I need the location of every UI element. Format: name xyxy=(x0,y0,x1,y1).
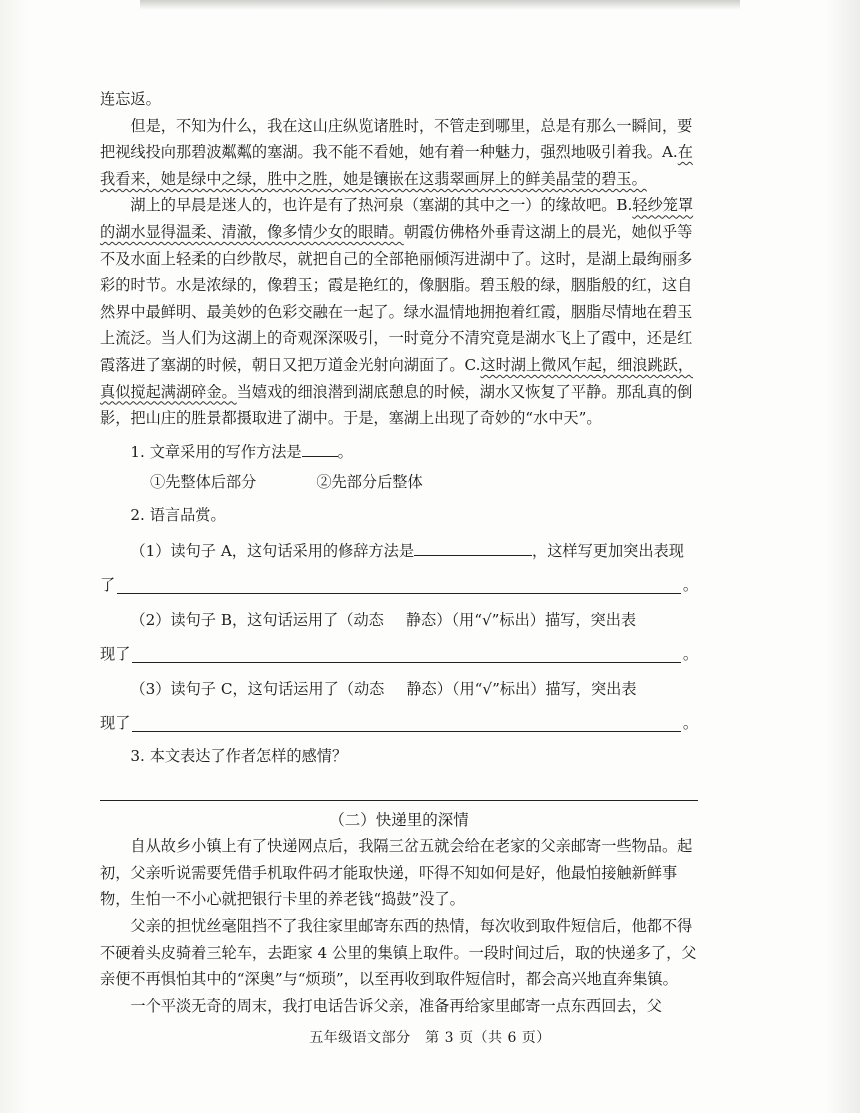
passage1-p2-text-a: 湖上的早晨是迷人的，也许是有了热河泉（塞湖的其中之一）的缘故吧。 xyxy=(130,196,617,215)
question-2-2-option: 静态）（用“√”标出）描写，突出表 xyxy=(405,610,637,629)
question-2-1-mid: ，这样写更加突出表现 xyxy=(532,541,684,560)
answer-line-period: 。 xyxy=(682,714,698,733)
answer-line-prefix: 现了 xyxy=(100,714,131,733)
question-2-2-answer-line xyxy=(100,641,698,668)
question-3: 3. 本文表达了作者怎样的感情？ xyxy=(130,747,348,766)
question-1-options xyxy=(100,469,698,496)
question-2-3-answer-line xyxy=(100,710,698,737)
page-footer: 五年级语文部分 第 3 页（共 6 页） xyxy=(309,1030,551,1046)
passage1-p1-text: 但是，不知为什么，我在这山庄纵览诸胜时，不管走到哪里，总是有那么一瞬间，要把视线投向那碧波粼粼的塞湖。我不能不看她，她有着一种魅力，强烈地吸引着我。 xyxy=(100,116,693,162)
question-1-suffix: 。 xyxy=(337,442,353,461)
option-2[interactable]: ②先部分后整体 xyxy=(316,473,423,492)
passage1-p2-text-b: 朝霞仿佛格外垂青这湖上的晨光，她似乎等不及水面上轻柔的白纱散尽，就把自己的全部艳丽倾泻进湖中了。这时，是湖上最绚丽多彩的时节。水是浓绿的，像碧玉；霞是艳红的，像胭脂。碧玉般的绿，胭脂般的红，这自然界中最鲜明、最美妙的色彩交融在一起了。绿水温情地拥抱着红霞，胭脂尽情地在碧玉上流泛。当人们为这湖上的奇观深深吸引，一时竟分不清究竟是湖水飞上了霞中，还是红霞落进了塞湖的时候，朝日又把万道金光射向湖面了。 xyxy=(100,222,693,374)
question-2-2-text: （2）读句子 B，这句话运用了（动态 xyxy=(130,610,384,629)
question-2-3-text: （3）读句子 C，这句话运用了（动态 xyxy=(130,679,385,698)
sentence-c: 这时湖上微风乍起，细浪跳跃，真似搅起满湖碎金。 xyxy=(100,355,694,401)
passage1-paragraph-0: 连忘返。 xyxy=(100,90,161,108)
question-2-2 xyxy=(100,607,698,634)
sentence-b-label: B. xyxy=(616,196,633,215)
scan-shadow xyxy=(140,0,740,10)
sentence-a: 在我看来，她是绿中之绿，胜中之胜，她是镶嵌在这翡翠画屏上的鲜美晶莹的碧玉。 xyxy=(100,143,693,188)
answer-line-period: 。 xyxy=(682,645,698,664)
answer-line-prefix: 现了 xyxy=(100,645,131,664)
answer-blank[interactable] xyxy=(132,642,680,663)
answer-line-prefix: 了 xyxy=(100,576,116,595)
sentence-c-label: C. xyxy=(464,355,481,374)
passage1-paragraph-2 xyxy=(100,192,698,431)
answer-blank[interactable] xyxy=(117,573,681,594)
question-1 xyxy=(100,438,698,466)
question-3-answer-line[interactable] xyxy=(100,778,698,801)
question-2-3-option: 静态）（用“√”标出）描写，突出表 xyxy=(406,679,637,698)
question-2-1-text: （1）读句子 A，这句话采用的修辞方法是 xyxy=(130,541,415,560)
passage2-paragraph-2: 父亲的担忧丝毫阻挡不了我往家里邮寄东西的热情，每次收到取件短信后，他都不得不硬着头皮骑着三轮车，去距家 4 公里的集镇上取件。一段时间过后，取的快递多了，父亲便不再惧怕其中的“深奥”与“烦琐”，以至再收到取件短信时，都会高兴地直奔集镇。 xyxy=(100,917,697,989)
passage2-paragraph-3: 一个平淡无奇的周末，我打电话告诉父亲，准备再给家里邮寄一点东西回去，父 xyxy=(130,996,662,1015)
answer-line-period: 。 xyxy=(682,576,698,595)
answer-blank[interactable] xyxy=(132,711,680,732)
question-1-text: 1. 文章采用的写作方法是 xyxy=(130,442,302,461)
passage1-paragraph-1 xyxy=(100,113,698,193)
passage2-paragraph-1: 自从故乡小镇上有了快递网点后，我隔三岔五就会给在老家的父亲邮寄一些物品。起初，父亲听说需要凭借手机取件码才能取快递，吓得不知如何是好，他最怕接触新鲜事物，生怕一不小心就把银行卡里的养老钱“捣鼓”没了。 xyxy=(100,837,693,909)
question-2-1 xyxy=(100,537,698,565)
sentence-a-label: A. xyxy=(661,143,678,162)
question-2-1-blank[interactable] xyxy=(414,537,532,556)
question-2-title: 2. 语言品赏。 xyxy=(130,505,226,524)
passage1-p2-text-c: 当嬉戏的细浪潜到湖底憩息的时候，湖水又恢复了平静。那乱真的倒影，把山庄的胜景都摄取进了湖中。于是，塞湖上出现了奇妙的“水中天”。 xyxy=(100,382,693,428)
passage2-title: （二）快递里的深情 xyxy=(329,810,469,829)
question-1-blank[interactable] xyxy=(302,438,338,457)
question-2-3 xyxy=(100,676,698,703)
question-2-1-answer-line xyxy=(100,572,698,599)
option-1[interactable]: ①先整体后部分 xyxy=(150,473,257,492)
page-content xyxy=(100,86,698,1019)
sentence-b: 轻纱笼罩的湖水显得温柔、清澈，像多情少女的眼睛。 xyxy=(100,196,694,241)
